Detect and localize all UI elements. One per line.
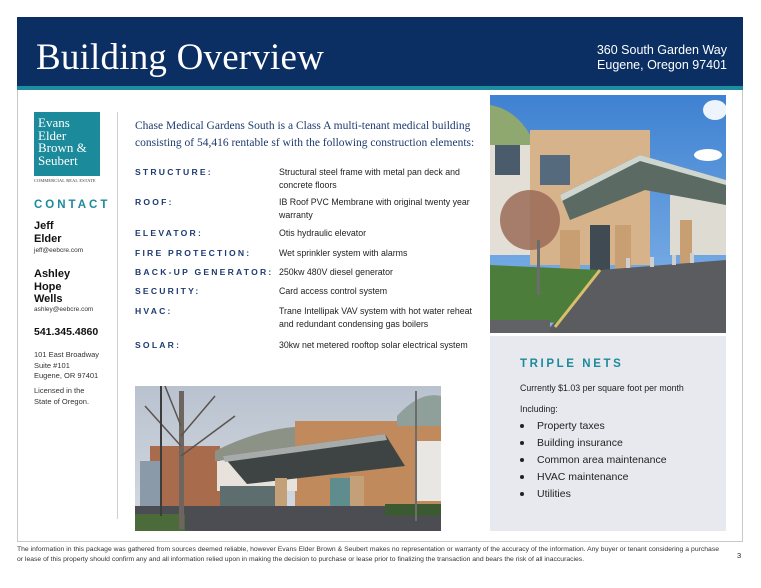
address-line-2: Eugene, Oregon 97401 <box>597 58 727 72</box>
list-item <box>520 418 667 435</box>
logo-line: Brown & <box>38 140 87 155</box>
spec-label: HVAC: <box>135 306 173 316</box>
logo-tagline: COMMERCIAL REAL ESTATE <box>34 178 96 183</box>
spec-value: IB Roof PVC Membrane with original twenty year warranty <box>279 197 470 220</box>
spec-label: ROOF: <box>135 197 174 207</box>
contact-heading: CONTACT <box>34 199 111 211</box>
triple-nets-rate: Currently $1.03 per square foot per month <box>520 383 684 393</box>
page-title: Building Overview <box>36 37 325 78</box>
bullet-icon <box>520 424 524 428</box>
property-address <box>597 43 727 73</box>
agent-name-line: Jeff <box>34 220 54 232</box>
spec-label: ELEVATOR: <box>135 228 204 238</box>
list-item <box>520 486 667 503</box>
contact-phone[interactable]: 541.345.4860 <box>34 326 99 338</box>
agent-name-line: Hope <box>34 280 62 293</box>
logo-line: Evans <box>38 115 70 130</box>
agent-name-line: Wells <box>34 293 63 305</box>
list-item <box>520 469 667 486</box>
spec-label: SECURITY: <box>135 286 201 296</box>
office-address-line: 101 East Broadway <box>34 350 100 359</box>
building-photo-sunny-illustration <box>490 95 726 333</box>
license-note <box>34 386 89 407</box>
spec-label: BACK-UP GENERATOR: <box>135 267 274 277</box>
list-item-label: Common area maintenance <box>537 454 667 466</box>
address-line-1: 360 South Garden Way <box>596 43 727 57</box>
triple-nets-list <box>520 418 667 503</box>
bullet-icon <box>520 458 524 462</box>
spec-label: STRUCTURE: <box>135 167 213 177</box>
logo-line: Seubert <box>38 152 78 168</box>
spec-value: 250kw 480V diesel generator <box>279 267 393 277</box>
spec-label: SOLAR: <box>135 340 182 350</box>
triple-nets-including-label: Including: <box>520 404 558 414</box>
bullet-icon <box>520 492 524 496</box>
office-address-line: Eugene, OR 97401 <box>34 371 99 380</box>
spec-label: FIRE PROTECTION: <box>135 248 252 258</box>
office-address <box>34 350 99 382</box>
triple-nets-panel <box>490 336 726 531</box>
list-item-label: HVAC maintenance <box>537 471 629 483</box>
agent-name-jeff <box>34 220 62 245</box>
bullet-icon <box>520 441 524 445</box>
spec-value: Trane Intellipak VAV system with hot water reheat and redundant condensing gas boilers <box>279 306 472 329</box>
spec-value: Wet sprinkler system with alarms <box>279 248 408 258</box>
agent-email-jeff[interactable]: jeff@eebcre.com <box>34 247 84 254</box>
logo-line: Elder <box>38 127 67 143</box>
agent-email-ashley[interactable]: ashley@eebcre.com <box>34 306 94 313</box>
column-divider <box>117 112 118 519</box>
list-item <box>520 452 667 469</box>
spec-value: Structural steel frame with metal pan deck and concrete floors <box>279 167 460 190</box>
list-item-label: Property taxes <box>537 420 605 432</box>
building-intro: Chase Medical Gardens South is a Class A multi-tenant medical building consisting of 54,416 rentable sf with the following construction elements: <box>135 120 475 149</box>
list-item-label: Building insurance <box>537 437 623 449</box>
company-logo <box>34 112 100 176</box>
agent-name-line: Elder <box>34 232 62 245</box>
agent-name-ashley <box>34 268 70 306</box>
bullet-icon <box>520 475 524 479</box>
building-photo-sunny <box>490 95 726 333</box>
list-item <box>520 435 667 452</box>
building-photo-overcast-illustration <box>135 386 441 531</box>
page-number: 3 <box>737 551 742 560</box>
agent-name-line: Ashley <box>34 268 71 280</box>
license-line: Licensed in the <box>34 386 85 395</box>
header-accent-stripe <box>17 86 743 90</box>
spec-value: 30kw net metered rooftop solar electrical system <box>279 340 468 350</box>
spec-value: Otis hydraulic elevator <box>279 228 367 238</box>
license-line: State of Oregon. <box>34 396 90 406</box>
list-item-label: Utilities <box>537 488 571 500</box>
building-photo-overcast <box>135 386 441 531</box>
spec-value: Card access control system <box>279 286 388 296</box>
triple-nets-heading: TRIPLE NETS <box>520 358 624 370</box>
office-address-line: Suite #101 <box>34 360 70 370</box>
footer-disclaimer: The information in this package was gathered from sources deemed reliable, however Evans Elder Brown & Seubert makes no representation or warranty of the accuracy of the information. Any buyer or tenant considering a purchase or lease of this property should confirm any and all information relied upon in making the decision to purchase or lease prior to finalizing the transaction and bears the risk of all inaccuracies. <box>17 546 719 563</box>
